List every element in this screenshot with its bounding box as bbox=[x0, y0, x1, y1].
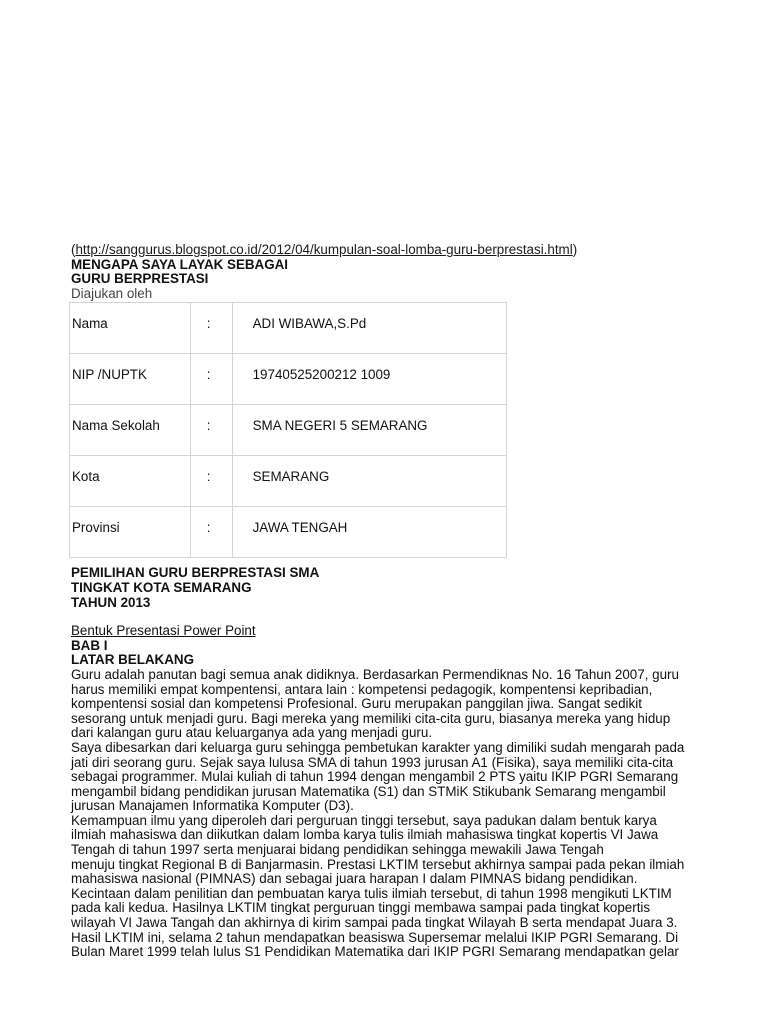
row-label: Provinsi bbox=[70, 507, 191, 558]
row-value: SMA NEGERI 5 SEMARANG bbox=[232, 405, 506, 456]
row-separator: : bbox=[190, 303, 232, 354]
body-text bbox=[71, 668, 721, 960]
identity-table bbox=[69, 302, 507, 558]
body-line: wilayah VI Jawa Tangah dan akhirnya di kirim sampai pada tingkat Wilayah B serta mendapat Juara 3. bbox=[71, 915, 678, 931]
body-line: sebagai programmer. Mulai kuliah di tahun 1994 dengan mengambil 2 PTS yaitu IKIP PGRI Semarang bbox=[71, 769, 679, 785]
chapter-number: BAB I bbox=[71, 637, 108, 653]
row-label: Nama Sekolah bbox=[70, 405, 191, 456]
body-line: Guru adalah panutan bagi semua anak didiknya. Berdasarkan Permendiknas No. 16 Tahun 2007, guru bbox=[71, 666, 679, 682]
row-separator: : bbox=[190, 354, 232, 405]
row-label: NIP /NUPTK bbox=[70, 354, 191, 405]
row-label: Nama bbox=[70, 303, 191, 354]
body-line: sesorang untuk menjadi guru. Bagi mereka yang memiliki cita-cita guru, biasanya mereka yang hidup bbox=[71, 710, 671, 726]
body-line: Hasil LKTIM ini, selama 2 tahun mendapatkan beasiswa Supersemar melalui IKIP PGRI Semarang. Di bbox=[71, 929, 679, 945]
body-line: harus memiliki empat kompentensi, antara lain : kompetensi pedagogik, kompentensi kepribadian, bbox=[71, 681, 653, 697]
body-line: mengambil bidang pendidikan jurusan Matematika (S1) dan STMiK Stikubank Semarang mengambil bbox=[71, 783, 666, 799]
table-row bbox=[70, 456, 507, 507]
body-line: jati diri seorang guru. Sejak saya lulusa SMA di tahun 1993 jurusan A1 (Fisika), saya memiliki cita-cita bbox=[71, 754, 674, 770]
body-line: menuju tingkat Regional B di Banjarmasin. Prestasi LKTIM tersebut akhirnya sampai pada pekan ilmiah bbox=[71, 856, 685, 872]
body-line: Tengah di tahun 1997 serta menjuarai bidang pendidikan sehingga mewakili Jawa Tengah bbox=[71, 842, 604, 858]
table-row bbox=[70, 303, 507, 354]
table-row bbox=[70, 354, 507, 405]
body-line: Kemampuan ilmu yang diperoleh dari perguruan tinggi tersebut, saya padukan dalam bentuk karya bbox=[71, 812, 657, 828]
body-line: jurusan Manajamen Informatika Komputer (D3). bbox=[71, 798, 354, 814]
table-row bbox=[70, 507, 507, 558]
source-link-line bbox=[71, 243, 721, 258]
row-value: ADI WIBAWA,S.Pd bbox=[232, 303, 506, 354]
chapter-title: LATAR BELAKANG bbox=[71, 652, 194, 668]
body-line: ilmiah mahasiswa dan diikutkan dalam lomba karya tulis ilmiah mahasiswa tingkat kopertis VI Jawa bbox=[71, 827, 659, 843]
row-separator: : bbox=[190, 507, 232, 558]
body-line: dari kalangan guru atau keluarganya ada yang menjadi guru. bbox=[71, 725, 433, 741]
row-label: Kota bbox=[70, 456, 191, 507]
doc-title-line-1: MENGAPA SAYA LAYAK SEBAGAI bbox=[71, 256, 289, 272]
link-open-paren: ( bbox=[71, 242, 76, 257]
doc-title-line-2: GURU BERPRESTASI bbox=[71, 271, 209, 287]
document-page bbox=[71, 243, 721, 960]
row-value: 19740525200212 1009 bbox=[232, 354, 506, 405]
row-separator: : bbox=[190, 456, 232, 507]
source-link[interactable]: http://sanggurus.blogspot.co.id/2012/04/kumpulan-soal-lomba-guru-berprestasi.html bbox=[75, 242, 573, 257]
presentation-form-label: Bentuk Presentasi Power Point bbox=[71, 623, 256, 639]
body-line: Kecintaan dalam penilitian dan pembuatan karya tulis ilmiah tersebut, di tahun 1998 mengikuti LKTIM bbox=[71, 885, 672, 901]
link-close-paren: ) bbox=[572, 242, 578, 257]
event-line-2: TINGKAT KOTA SEMARANG bbox=[71, 579, 252, 595]
row-value: JAWA TENGAH bbox=[232, 507, 506, 558]
submitted-by-label: Diajukan oleh bbox=[71, 285, 153, 301]
row-value: SEMARANG bbox=[232, 456, 506, 507]
body-line: Bulan Maret 1999 telah lulus S1 Pendidikan Matematika dari IKIP PGRI Semarang mendapatkan gelar bbox=[71, 944, 679, 960]
body-line: mahasiswa nasional (PIMNAS) dan sebagai juara harapan I dalam PIMNAS bidang pendidikan. bbox=[71, 871, 638, 887]
table-row bbox=[70, 405, 507, 456]
body-line: Saya dibesarkan dari keluarga guru sehingga pembetukan karakter yang dimiliki sudah mengarah pada bbox=[71, 739, 685, 755]
event-line-3: TAHUN 2013 bbox=[71, 594, 151, 610]
event-line-1: PEMILIHAN GURU BERPRESTASI SMA bbox=[71, 565, 320, 581]
body-line: kompentensi sosial dan kompetensi Profesional. Guru merupakan panggilan jiwa. Sangat sedikit bbox=[71, 696, 642, 712]
row-separator: : bbox=[190, 405, 232, 456]
body-line: pada kali kedua. Hasilnya LKTIM tingkat perguruan tinggi membawa sampai pada tingkat kopertis bbox=[71, 900, 651, 916]
